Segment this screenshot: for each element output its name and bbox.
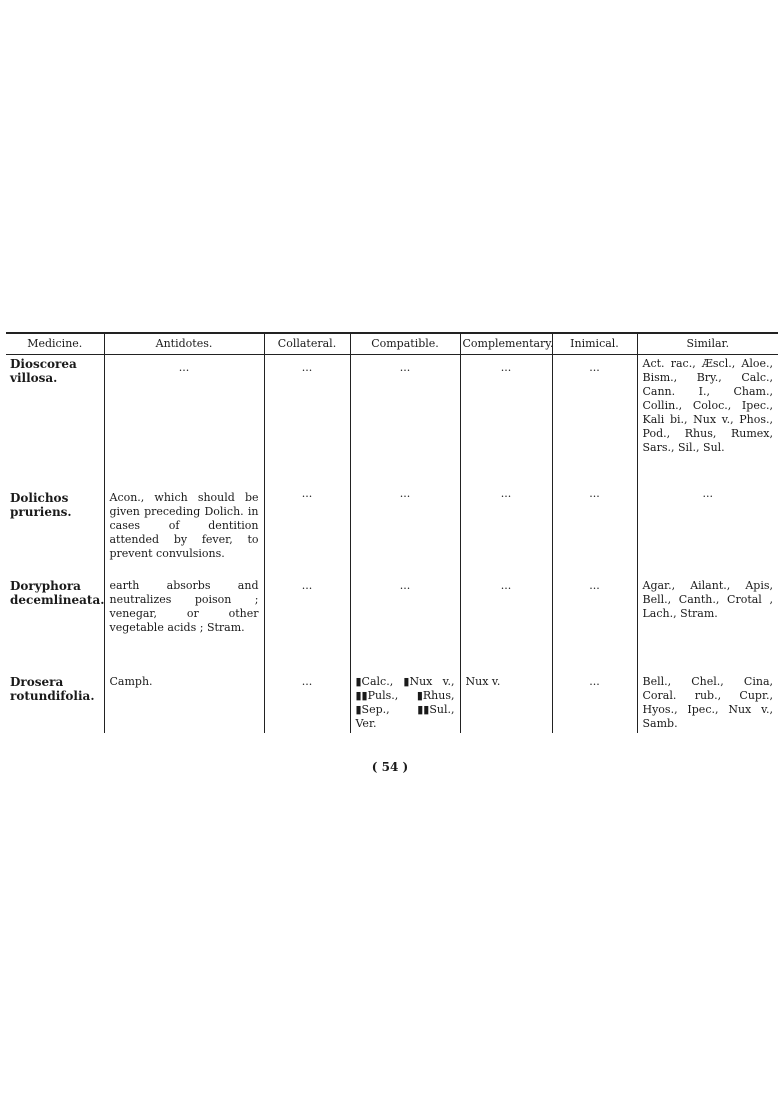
medicine-cell: Doryphora decemlineata. [10,579,105,607]
complementary-cell: ... [460,355,552,482]
antidotes-cell: ... [104,355,264,482]
complementary-cell: ... [460,481,552,573]
header-collateral: Collateral. [264,333,350,355]
antidotes-cell: Acon., which should be given preceding Dolich. in cases of dentition attended by fever, to prevent convulsions. [104,481,264,573]
antidotes-cell: Camph. [104,669,264,733]
medicine-cell: Drosera rotundifolia. [10,675,95,703]
compatible-cell: ... [350,481,460,573]
table-header-row [6,333,778,355]
compatible-cell: ... [350,355,460,482]
header-antidotes: Antidotes. [104,333,264,355]
header-similar: Similar. [637,333,778,355]
inimical-cell: ... [552,669,637,733]
inimical-cell: ... [552,481,637,573]
collateral-cell: ... [264,573,350,669]
complementary-cell: ... [460,573,552,669]
header-compatible: Compatible. [350,333,460,355]
compatible-cell: ▮Calc., ▮Nux v., ▮▮Puls., ▮Rhus, ▮Sep., ▮▮Sul., Ver. [350,669,460,733]
similar-cell: Agar., Ailant., Apis, Bell., Canth., Crotal , Lach., Stram. [637,573,778,669]
medicine-cell: Dolichos pruriens. [10,491,72,519]
table-row [6,669,778,733]
collateral-cell: ... [264,669,350,733]
similar-cell: Act. rac., Æscl., Aloe., Bism., Bry., Calc., Cann. I., Cham., Collin., Coloc., Ipec., Kali bi., Nux v., Phos., Pod., Rhus, Rumex, Sars., Sil., Sul. [637,355,778,482]
similar-cell: ... [637,481,778,573]
antidotes-cell: earth absorbs and neutralizes poison ; venegar, or other vegetable acids ; Stram. [104,573,264,669]
compatible-cell: ... [350,573,460,669]
medicine-cell: Dioscorea villosa. [10,357,77,385]
header-medicine: Medicine. [6,333,104,355]
inimical-cell: ... [552,355,637,482]
collateral-cell: ... [264,355,350,482]
table-row [6,355,778,482]
complementary-cell: Nux v. [460,669,552,733]
page-number: ( 54 ) [371,760,409,774]
table-row [6,481,778,573]
similar-cell: Bell., Chel., Cina, Coral. rub., Cupr., Hyos., Ipec., Nux v., Samb. [637,669,778,733]
header-complementary: Complementary. [460,333,552,355]
header-inimical: Inimical. [552,333,637,355]
table-row [6,573,778,669]
inimical-cell: ... [552,573,637,669]
collateral-cell: ... [264,481,350,573]
remedy-relationship-table [6,332,778,733]
